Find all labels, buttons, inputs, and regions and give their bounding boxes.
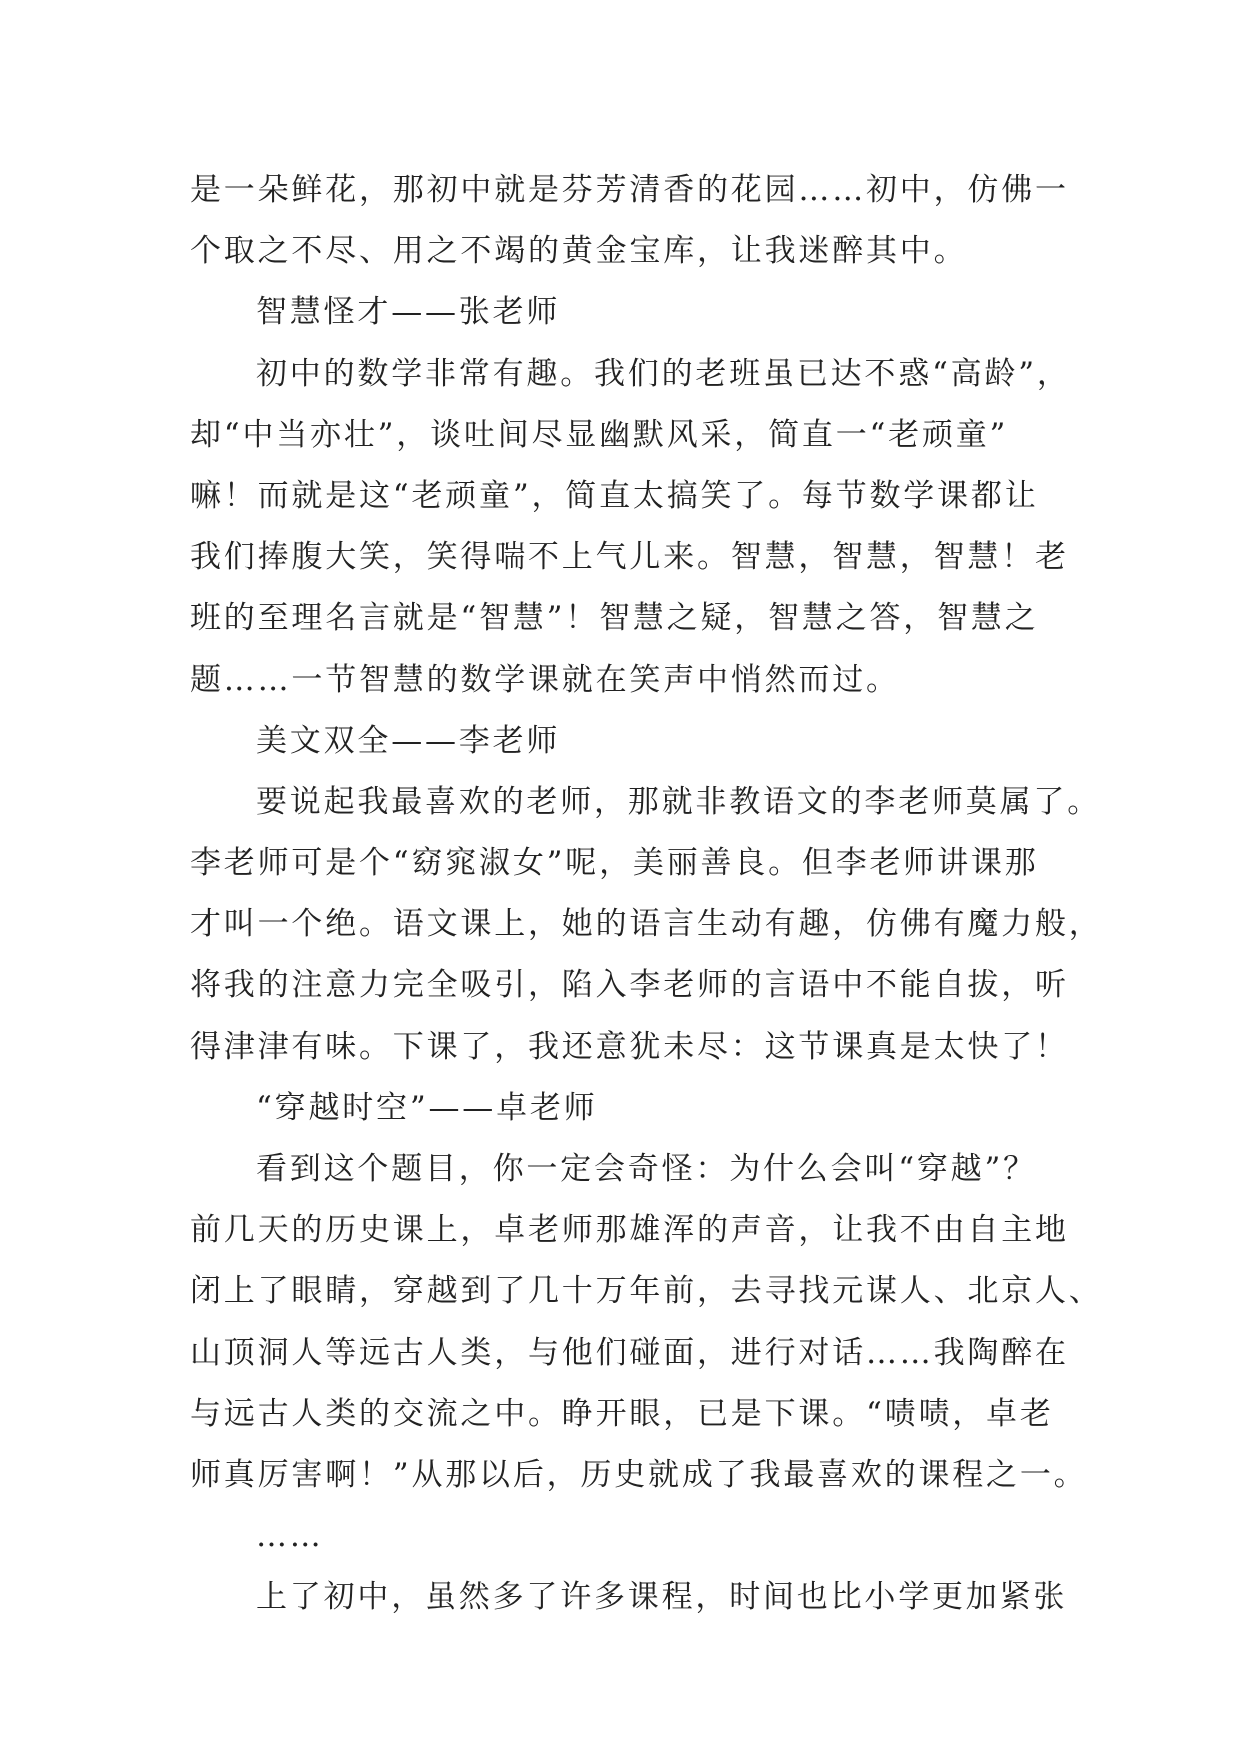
text-line: 题……一节智慧的数学课就在笑声中悄然而过。 bbox=[190, 661, 900, 698]
text-line: 要说起我最喜欢的老师，那就非教语文的李老师莫属了。 bbox=[256, 783, 1101, 820]
text-line: 初中的数学非常有趣。我们的老班虽已达不惑“高龄”， bbox=[256, 355, 1071, 392]
text-line: 嘛！而就是这“老顽童”，简直太搞笑了。每节数学课都让 bbox=[190, 477, 1039, 514]
text-line: 是一朵鲜花，那初中就是芬芳清香的花园……初中，仿佛一 bbox=[190, 172, 1069, 208]
text-line: 山顶洞人等远古人类，与他们碰面，进行对话……我陶醉在 bbox=[190, 1334, 1069, 1371]
text-line: 上了初中，虽然多了许多课程，时间也比小学更加紧张 bbox=[256, 1579, 1068, 1616]
section-heading-li: 美文双全——李老师 bbox=[256, 722, 561, 759]
text-line: 看到这个题目，你一定会奇怪：为什么会叫“穿越”？ bbox=[256, 1151, 1037, 1187]
text-line: 个取之不尽、用之不竭的黄金宝库，让我迷醉其中。 bbox=[190, 233, 968, 270]
text-line: 前几天的历史课上，卓老师那雄浑的声音，让我不由自主地 bbox=[190, 1212, 1069, 1249]
text-line: 才叫一个绝。语文课上，她的语言生动有趣，仿佛有魔力般， bbox=[190, 906, 1103, 943]
text-line: 我们捧腹大笑，笑得喘不上气儿来。智慧，智慧，智慧！老 bbox=[190, 539, 1069, 576]
text-line: 班的至理名言就是“智慧”！智慧之疑，智慧之答，智慧之 bbox=[190, 600, 1039, 637]
ellipsis-line: …… bbox=[256, 1518, 324, 1555]
text-line: 师真厉害啊！”从那以后，历史就成了我最喜欢的课程之一。 bbox=[190, 1456, 1088, 1493]
section-heading-zhuo: “穿越时空”——卓老师 bbox=[256, 1089, 598, 1126]
text-line: 李老师可是个“窈窕淑女”呢，美丽善良。但李老师讲课那 bbox=[190, 845, 1039, 882]
text-line: 将我的注意力完全吸引，陷入李老师的言语中不能自拔，听 bbox=[190, 967, 1069, 1004]
document-body bbox=[190, 160, 1103, 1629]
text-line: 与远古人类的交流之中。睁开眼，已是下课。“啧啧，卓老 bbox=[190, 1395, 1054, 1432]
text-line: 得津津有味。下课了，我还意犹未尽：这节课真是太快了！ bbox=[190, 1028, 1069, 1065]
text-line: 闭上了眼睛，穿越到了几十万年前，去寻找元谋人、北京人、 bbox=[190, 1273, 1103, 1310]
text-line: 却“中当亦壮”，谈吐间尽显幽默风采，简直一“老顽童” bbox=[190, 416, 1009, 453]
section-heading-zhang: 智慧怪才——张老师 bbox=[256, 294, 561, 331]
